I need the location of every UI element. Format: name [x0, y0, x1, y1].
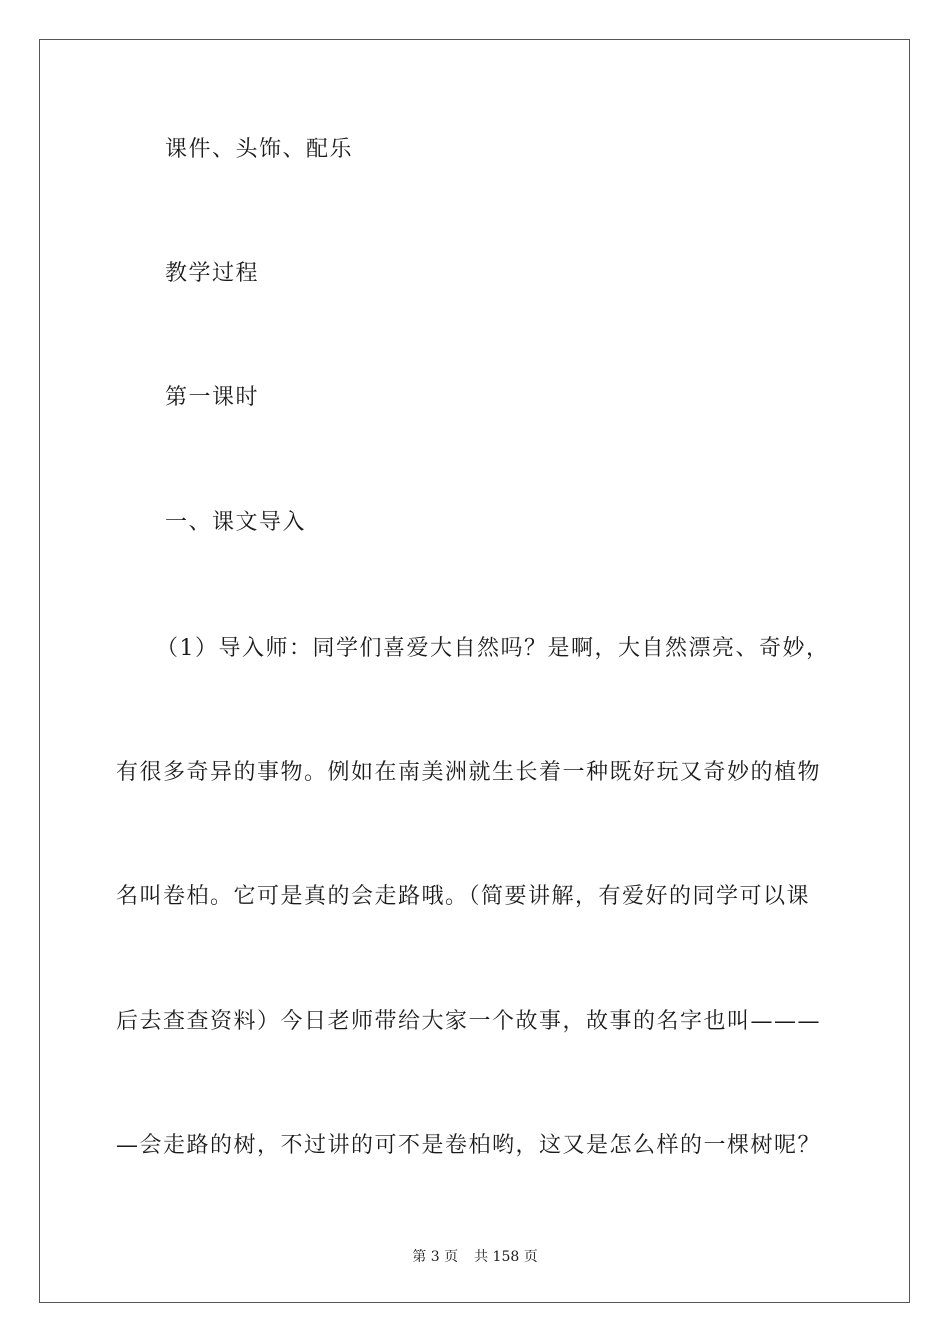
section-heading-first-lesson: 第一课时 [165, 385, 260, 410]
materials-line: 课件、头饰、配乐 [165, 137, 354, 162]
page-footer [0, 1247, 950, 1267]
section-heading-teaching-process: 教学过程 [165, 261, 260, 286]
body-paragraph-line: （1）导入师：同学们喜爱大自然吗？是啊，大自然漂亮、奇妙， [156, 636, 830, 661]
body-paragraph-line: 后去查查资料）今日老师带给大家一个故事，故事的名字也叫——— [116, 1009, 822, 1034]
section-heading-introduction: 一、课文导入 [165, 510, 307, 535]
total-pages: 共 158 页 [474, 1249, 538, 1265]
body-paragraph-line: —会走路的树，不过讲的可不是卷柏哟，这又是怎么样的一棵树呢？ [116, 1133, 822, 1158]
body-paragraph-line: 名叫卷柏。它可是真的会走路哦。（简要讲解，有爱好的同学可以课 [116, 884, 811, 909]
page-number: 第 3 页 [412, 1249, 459, 1265]
body-paragraph-line: 有很多奇异的事物。例如在南美洲就生长着一种既好玩又奇妙的植物 [116, 760, 822, 785]
page-border [39, 39, 910, 1303]
